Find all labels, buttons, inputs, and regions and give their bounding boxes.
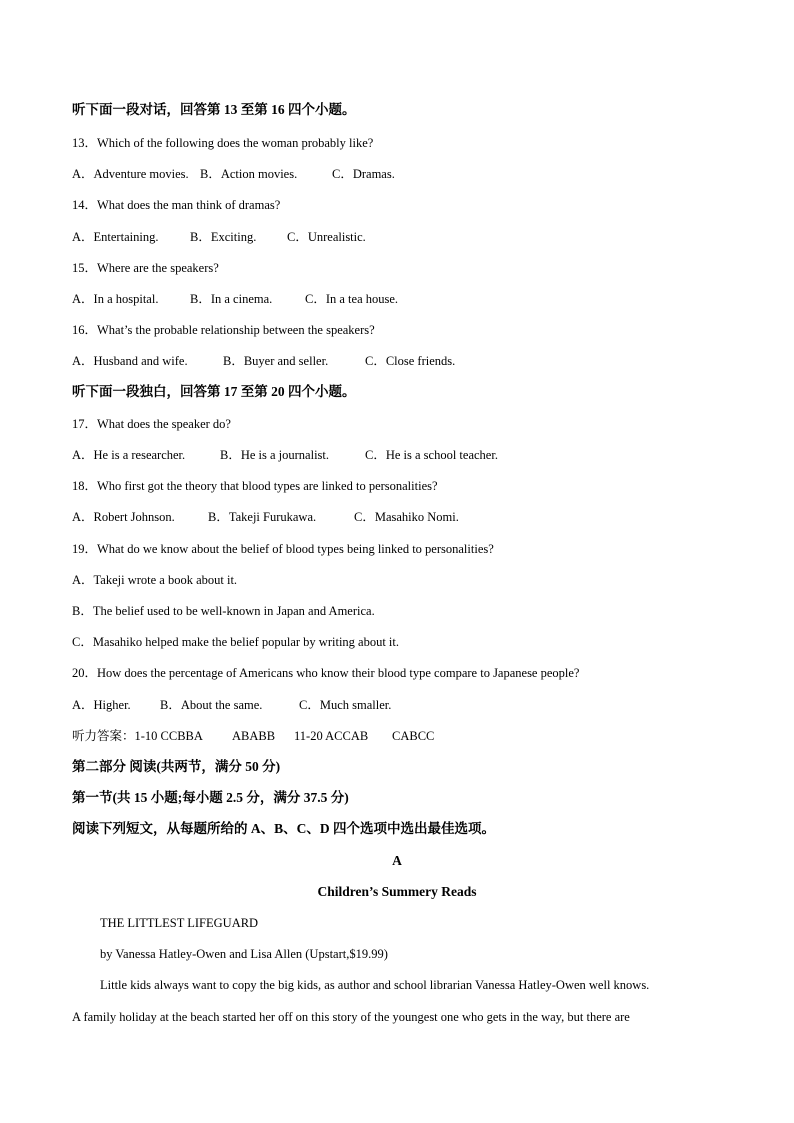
question-18-options: [72, 509, 459, 525]
q14-option-b: B．Exciting.: [190, 230, 257, 244]
passage-title: Children’s Summery Reads: [317, 884, 477, 899]
q18-option-b: B．Takeji Furukawa.: [208, 510, 317, 524]
q15-option-a: A．In a hospital.: [72, 292, 159, 306]
q18-option-c: C．Masahiko Nomi.: [354, 510, 459, 524]
question-16-stem: 16．What’s the probable relationship between the speakers?: [72, 323, 375, 337]
q16-option-c: C．Close friends.: [365, 354, 456, 368]
part-2-title: 第二部分 阅读(共两节，满分 50 分): [72, 759, 281, 774]
q17-option-c: C．He is a school teacher.: [365, 448, 498, 462]
question-15-stem: 15．Where are the speakers?: [72, 261, 219, 275]
question-17-options: [72, 447, 498, 463]
question-13-options: [72, 166, 395, 182]
q16-option-b: B．Buyer and seller.: [223, 354, 329, 368]
q15-option-b: B．In a cinema.: [190, 292, 273, 306]
q14-option-a: A．Entertaining.: [72, 230, 159, 244]
listening-answer-key: [72, 728, 434, 744]
question-19-stem: 19．What do we know about the belief of blood types being linked to personalities?: [72, 542, 494, 556]
q13-option-c: C．Dramas.: [332, 167, 395, 181]
question-20-options: [72, 697, 391, 713]
q13-option-a: A．Adventure movies.: [72, 167, 189, 181]
q19-option-b: B．The belief used to be well-known in Japan and America.: [72, 604, 375, 618]
question-18-stem: 18．Who first got the theory that blood types are linked to personalities?: [72, 479, 438, 493]
question-14-options: [72, 229, 366, 245]
answer-key-label: 听力答案：1-10 CCBBA: [72, 729, 203, 743]
q14-option-c: C．Unrealistic.: [287, 230, 366, 244]
answer-key-group-4: CABCC: [392, 729, 435, 743]
q20-option-b: B．About the same.: [160, 698, 263, 712]
question-17-stem: 17．What does the speaker do?: [72, 417, 231, 431]
section-heading-17-20: 听下面一段独白，回答第 17 至第 20 四个小题。: [72, 384, 356, 399]
question-16-options: [72, 353, 455, 369]
question-13-stem: 13．Which of the following does the woman probably like?: [72, 136, 374, 150]
q17-option-b: B．He is a journalist.: [220, 448, 330, 462]
q15-option-c: C．In a tea house.: [305, 292, 399, 306]
q17-option-a: A．He is a researcher.: [72, 448, 186, 462]
q19-option-a: A．Takeji wrote a book about it.: [72, 573, 238, 587]
question-20-stem: 20．How does the percentage of Americans who know their blood type compare to Japanese people?: [72, 666, 580, 680]
question-14-stem: 14．What does the man think of dramas?: [72, 198, 281, 212]
paragraph-line-1: Little kids always want to copy the big kids, as author and school librarian Vanessa Hatley-Owen well knows.: [100, 978, 650, 992]
q20-option-a: A．Higher.: [72, 698, 131, 712]
answer-key-group-2: ABABB: [232, 729, 276, 743]
answer-key-group-3: 11-20 ACCAB: [294, 729, 369, 743]
q16-option-a: A．Husband and wife.: [72, 354, 188, 368]
book-byline: by Vanessa Hatley-Owen and Lisa Allen (Upstart,$19.99): [100, 947, 388, 961]
passage-letter: A: [392, 853, 402, 868]
q19-option-c: C．Masahiko helped make the belief popular by writing about it.: [72, 635, 400, 649]
reading-instruction: 阅读下列短文，从每题所给的 A、B、C、D 四个选项中选出最佳选项。: [72, 821, 496, 836]
section-heading-13-16: 听下面一段对话，回答第 13 至第 16 四个小题。: [72, 102, 356, 117]
paragraph-line-2: A family holiday at the beach started her off on this story of the youngest one who gets in the way, but there are: [72, 1010, 630, 1024]
question-15-options: [72, 291, 398, 307]
book-title: THE LITTLEST LIFEGUARD: [100, 916, 259, 930]
q13-option-b: B．Action movies.: [200, 167, 298, 181]
q20-option-c: C．Much smaller.: [299, 698, 392, 712]
section-1-title: 第一节(共 15 小题;每小题 2.5 分，满分 37.5 分): [72, 790, 349, 805]
q18-option-a: A．Robert Johnson.: [72, 510, 175, 524]
